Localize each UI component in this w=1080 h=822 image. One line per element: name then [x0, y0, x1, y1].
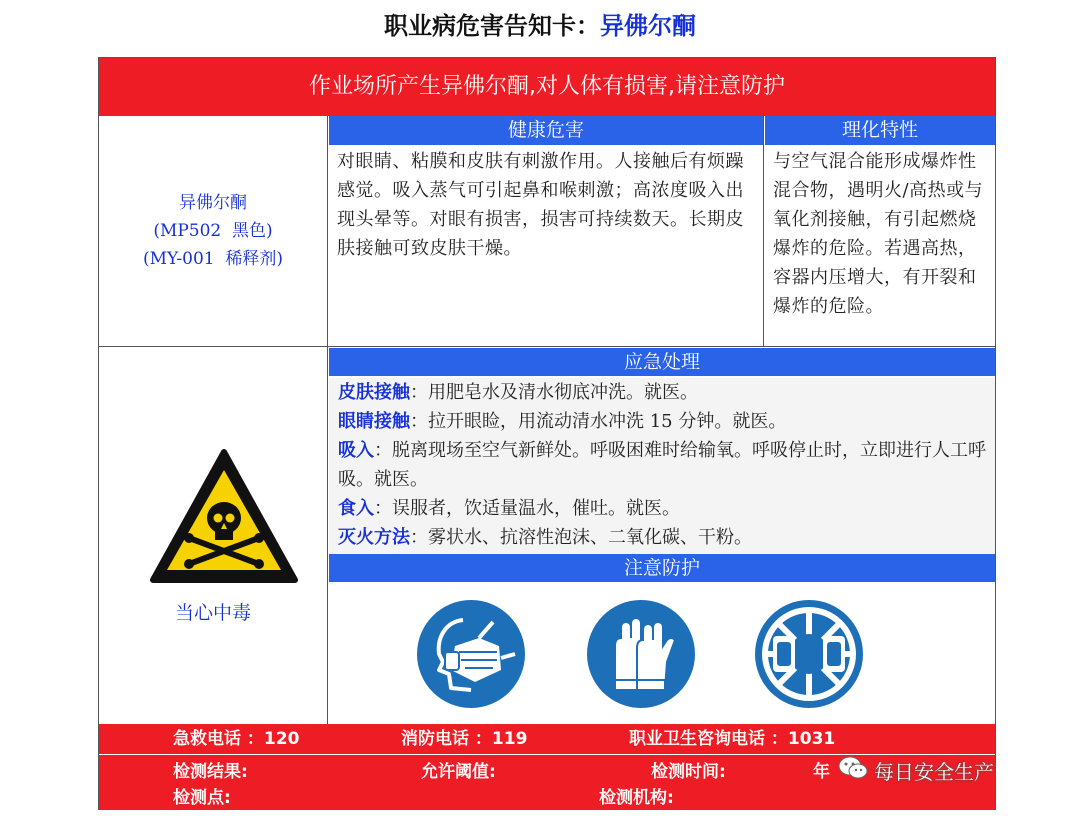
substance-code-1: (MP502 黑色)	[153, 221, 273, 241]
emergency-item-skin: 皮肤接触：用肥皂水及清水彻底冲洗。就医。	[338, 382, 698, 403]
properties-header: 理化特性	[765, 116, 995, 145]
warning-banner: 作业场所产生异佛尔酮,对人体有损害,请注意防护	[99, 58, 995, 116]
detection-time: 检测时间:	[651, 762, 726, 782]
watermark	[838, 755, 994, 786]
detection-point: 检测点:	[173, 788, 231, 808]
divider	[763, 116, 764, 346]
phone-row	[99, 724, 995, 754]
consult-phone: 职业卫生咨询电话 ：1031	[629, 729, 836, 749]
divider	[327, 116, 328, 724]
poison-warning-icon	[149, 446, 299, 586]
emergency-item-eyes: 眼睛接触：拉开眼睑，用流动清水冲洗 15 分钟。就医。	[338, 411, 787, 432]
detection-year: 年	[813, 762, 830, 782]
health-text: 对眼睛、粘膜和皮肤有刺激作用。人接触后有烦躁感觉。吸入蒸气可引起鼻和喉刺激；高浓度吸入出现头晕等。对眼有损害，损害可持续数天。长期皮肤接触可致皮肤干燥。	[337, 151, 744, 259]
emergency-item-inhalation: 吸入：脱离现场至空气新鲜处。呼吸困难时给输氧。呼吸停止时，立即进行人工呼吸。就医。	[338, 440, 986, 490]
page-title	[0, 6, 1080, 41]
substance-cell	[99, 116, 327, 346]
substance-code-2: (MY-001 稀释剂)	[142, 249, 284, 269]
watermark-text: 每日安全生产	[874, 760, 994, 784]
gloves-icon	[585, 598, 697, 710]
title-chemical: 异佛尔酮	[600, 12, 696, 40]
goggles-icon	[753, 598, 865, 710]
emergency-item-ingestion: 食入：误服者，饮适量温水，催吐。就医。	[338, 498, 680, 519]
properties-text: 与空气混合能形成爆炸性混合物，遇明火/高热或与氧化剂接触，有引起燃烧爆炸的危险。若遇高热，容器内压增大，有开裂和爆炸的危险。	[773, 151, 984, 317]
emergency-header: 应急处理	[329, 348, 995, 376]
protection-header: 注意防护	[329, 554, 995, 582]
first-aid-phone: 急救电话 ：120	[173, 729, 300, 749]
allowed-limit: 允许阈值:	[421, 762, 496, 782]
fire-phone: 消防电话 ：119	[401, 729, 528, 749]
hazard-card	[98, 57, 996, 810]
respirator-mask-icon	[415, 598, 527, 710]
wechat-icon	[838, 755, 868, 786]
substance-name: 异佛尔酮	[179, 193, 247, 213]
detection-agency: 检测机构:	[599, 788, 674, 808]
detection-result: 检测结果:	[173, 762, 248, 782]
emergency-list	[329, 378, 995, 556]
title-prefix: 职业病危害告知卡：	[384, 12, 600, 40]
emergency-item-fire: 灭火方法：雾状水、抗溶性泡沫、二氧化碳、干粉。	[338, 527, 752, 548]
divider	[99, 346, 995, 347]
health-header: 健康危害	[329, 116, 763, 145]
warning-label: 当心中毒	[174, 602, 251, 624]
